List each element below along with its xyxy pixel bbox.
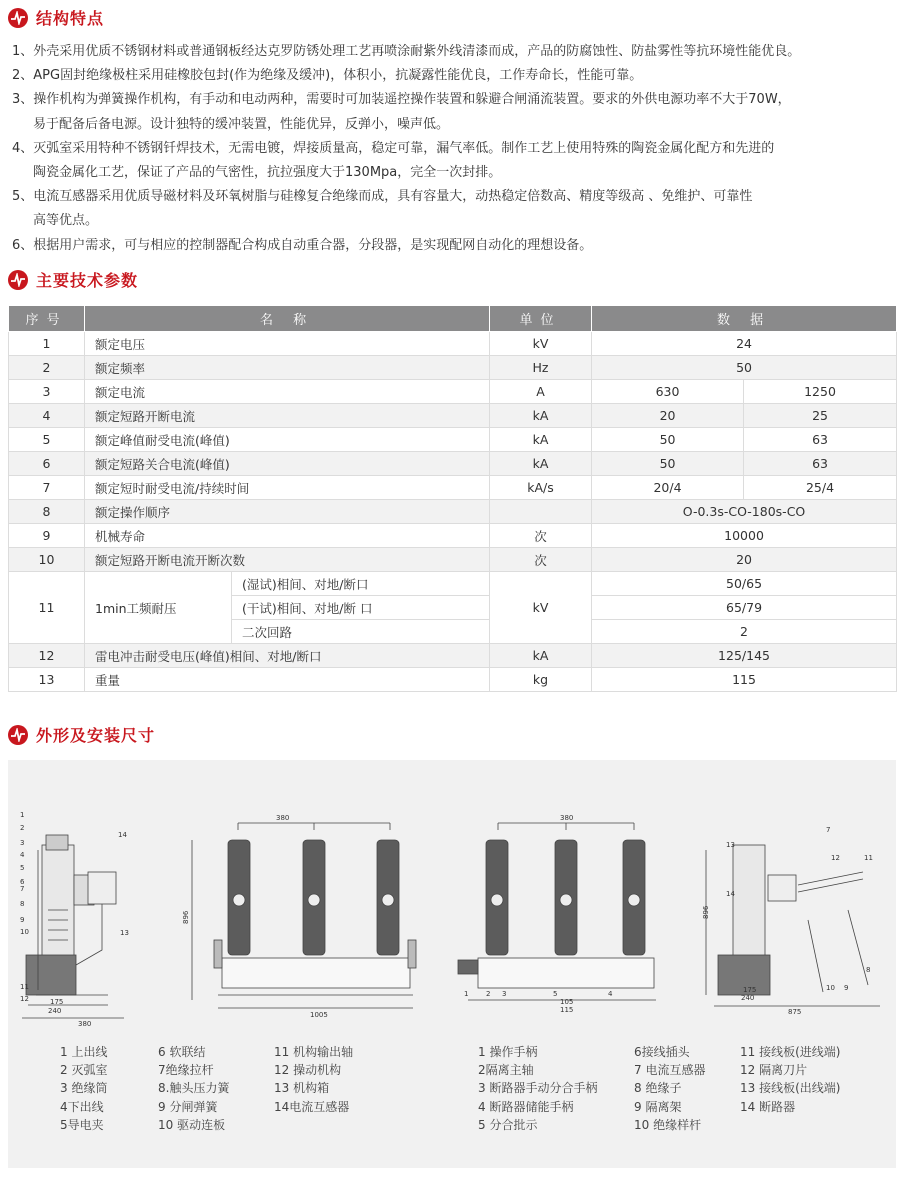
legend-row: 2隔离主轴 7 电流互感器 12 隔离刀片 <box>478 1063 808 1078</box>
isolator-side-drawing <box>706 845 880 1006</box>
table-row: (干试)相间、对地/断 口 65/79 <box>9 596 897 620</box>
legend-row: 4下出线 9 分闸弹簧 14电流互感器 <box>60 1099 350 1114</box>
callout-2: 2 <box>20 824 25 832</box>
table-row: 7 额定短时耐受电流/持续时间 kA/s 20/4 25/4 <box>9 476 897 500</box>
callout-14: 14 <box>726 890 735 898</box>
table-row: 10 额定短路开断电流开断次数 次 20 <box>9 548 897 572</box>
header-no: 序号 <box>9 306 85 332</box>
feature-item: 3、操作机构为弹簧操作机构，有手动和电动两种，需要时可加装遥控操作装置和躲避合闸涌流装置。要求的外供电源功率不大于70W， 易于配备后备电源。设计独特的缓冲装置，性能优异，反弹小，噪声低。 <box>12 92 791 132</box>
header-unit: 单位 <box>490 306 592 332</box>
waveform-icon <box>8 270 28 290</box>
dims-title: 外形及安装尺寸 <box>36 726 156 745</box>
waveform-icon <box>8 725 28 745</box>
front-view-drawing <box>192 823 416 1008</box>
dim-240-left: 240 <box>48 1007 62 1015</box>
dim-380-front: 380 <box>276 814 290 822</box>
callout-2: 2 <box>486 990 491 998</box>
callout-3: 3 <box>20 839 25 847</box>
callout-12: 12 <box>20 995 29 1003</box>
dim-896-side: 896 <box>702 905 710 919</box>
callout-10: 10 <box>20 928 29 936</box>
dim-105: 105 <box>560 998 574 1006</box>
table-row: 1 额定电压 kV 24 <box>9 332 897 356</box>
table-row: 8 额定操作顺序 O-0.3s-CO-180s-CO <box>9 500 897 524</box>
table-row: 11 1min工频耐压 (湿试)相间、对地/断口 kV 50/65 <box>9 572 897 596</box>
params-title: 主要技术参数 <box>36 271 139 290</box>
legend-left <box>60 1043 353 1134</box>
dim-115: 115 <box>560 1006 574 1014</box>
callout-1: 1 <box>464 990 469 998</box>
spec-table <box>8 305 897 692</box>
dim-175-side: 175 <box>743 986 757 994</box>
table-row: 4 额定短路开断电流 kA 20 25 <box>9 404 897 428</box>
feature-item: 1、外壳采用优质不锈钢材料或普通钢板经达克罗防锈处理工艺再喷涂耐紫外线清漆而成，产品的防腐蚀性、防盐雾性等抗环境性能优良。 <box>12 44 801 59</box>
callout-9: 9 <box>844 984 849 992</box>
callout-13: 13 <box>120 929 129 937</box>
legend-row: 5导电夹 10 驱动连板 <box>60 1117 226 1132</box>
isolator-front-drawing <box>458 823 656 1000</box>
callout-4: 4 <box>608 990 613 998</box>
table-row: 9 机械寿命 次 10000 <box>9 524 897 548</box>
feature-item: 2、APG固封绝缘极柱采用硅橡胶包封(作为绝缘及缓冲)，体积小，抗凝露性能优良，工作寿命长，性能可靠。 <box>12 68 643 84</box>
legend-row: 2 灭弧室 7绝缘拉杆 12 操动机构 <box>60 1063 342 1078</box>
callout-8: 8 <box>20 900 25 908</box>
legend-row: 5 分合批示 10 绝缘样杆 <box>478 1117 702 1132</box>
dim-380-left: 380 <box>78 1020 92 1028</box>
header-name: 名 称 <box>85 306 490 332</box>
legend-row: 1 操作手柄 6接线插头 11 接线板(进线端) <box>478 1045 841 1059</box>
callout-11: 11 <box>20 983 29 991</box>
callout-9: 9 <box>20 916 25 924</box>
callout-5: 5 <box>553 990 558 998</box>
table-row: 13 重量 kg 115 <box>9 668 897 692</box>
dim-240-side: 240 <box>741 994 755 1002</box>
table-header-row <box>9 306 897 332</box>
legend-row: 3 断路器手动分合手柄 8 绝缘子 13 接线板(出线端) <box>478 1081 841 1096</box>
feature-item: 6、根据用户需求，可与相应的控制器配合构成自动重合器，分段器，是实现配网自动化的理想设备。 <box>12 237 593 253</box>
header-data: 数 据 <box>592 306 897 332</box>
callout-1: 1 <box>20 811 25 819</box>
dim-896-front: 896 <box>182 910 190 924</box>
features-list <box>12 40 896 258</box>
callout-12: 12 <box>831 854 840 862</box>
callout-10: 10 <box>826 984 835 992</box>
table-row: 二次回路 2 <box>9 620 897 644</box>
legend-row: 3 绝缘筒 8.触头压力簧 13 机构箱 <box>60 1081 330 1096</box>
features-section-title <box>8 6 104 29</box>
legend-right <box>478 1043 840 1134</box>
callout-8: 8 <box>866 966 871 974</box>
isolator-front-callouts <box>464 990 613 998</box>
table-row: 3 额定电流 A 630 1250 <box>9 380 897 404</box>
waveform-icon <box>8 8 28 28</box>
feature-item: 4、灭弧室采用特种不锈钢钎焊技术，无需电镀，焊接质量高，稳定可靠，漏气率低。制作工艺上使用特殊的陶瓷金属化配方和先进的 陶瓷金属化工艺，保证了产品的气密性，抗拉强度大于130Mpa，完全一次封排。 <box>12 140 775 181</box>
dim-1005-front: 1005 <box>310 1011 328 1019</box>
features-title: 结构特点 <box>36 9 105 28</box>
table-row: 6 额定短路关合电流(峰值) kA 50 63 <box>9 452 897 476</box>
dims-section-title <box>8 723 155 746</box>
dim-175-left: 175 <box>50 998 64 1006</box>
callout-6: 6 <box>20 878 25 886</box>
callout-5: 5 <box>20 864 25 872</box>
feature-item: 5、电流互感器采用优质导磁材料及环氧树脂与硅橡复合绝缘而成，具有容量大，动热稳定倍数高、精度等级高 、免维护、可靠性 高等优点。 <box>12 189 753 229</box>
legend-row: 1 上出线 6 软联结 11 机构输出轴 <box>60 1045 354 1059</box>
side-view-drawing-left <box>22 835 124 1018</box>
dim-875: 875 <box>788 1008 802 1016</box>
callout-7: 7 <box>20 885 25 893</box>
table-row: 5 额定峰值耐受电流(峰值) kA 50 63 <box>9 428 897 452</box>
table-row: 2 额定频率 Hz 50 <box>9 356 897 380</box>
dim-380-isolator: 380 <box>560 814 574 822</box>
callout-13: 13 <box>726 841 735 849</box>
callout-14: 14 <box>118 831 127 839</box>
callout-7: 7 <box>826 826 831 834</box>
callout-11: 11 <box>864 854 873 862</box>
legend-row: 4 断路器储能手柄 9 隔离架 14 断路器 <box>478 1099 796 1114</box>
callout-3: 3 <box>502 990 507 998</box>
params-section-title <box>8 268 138 291</box>
table-row: 12 雷电冲击耐受电压(峰值)相间、对地/断口 kA 125/145 <box>9 644 897 668</box>
dimension-drawings-panel <box>8 760 896 1168</box>
callout-4: 4 <box>20 851 25 859</box>
